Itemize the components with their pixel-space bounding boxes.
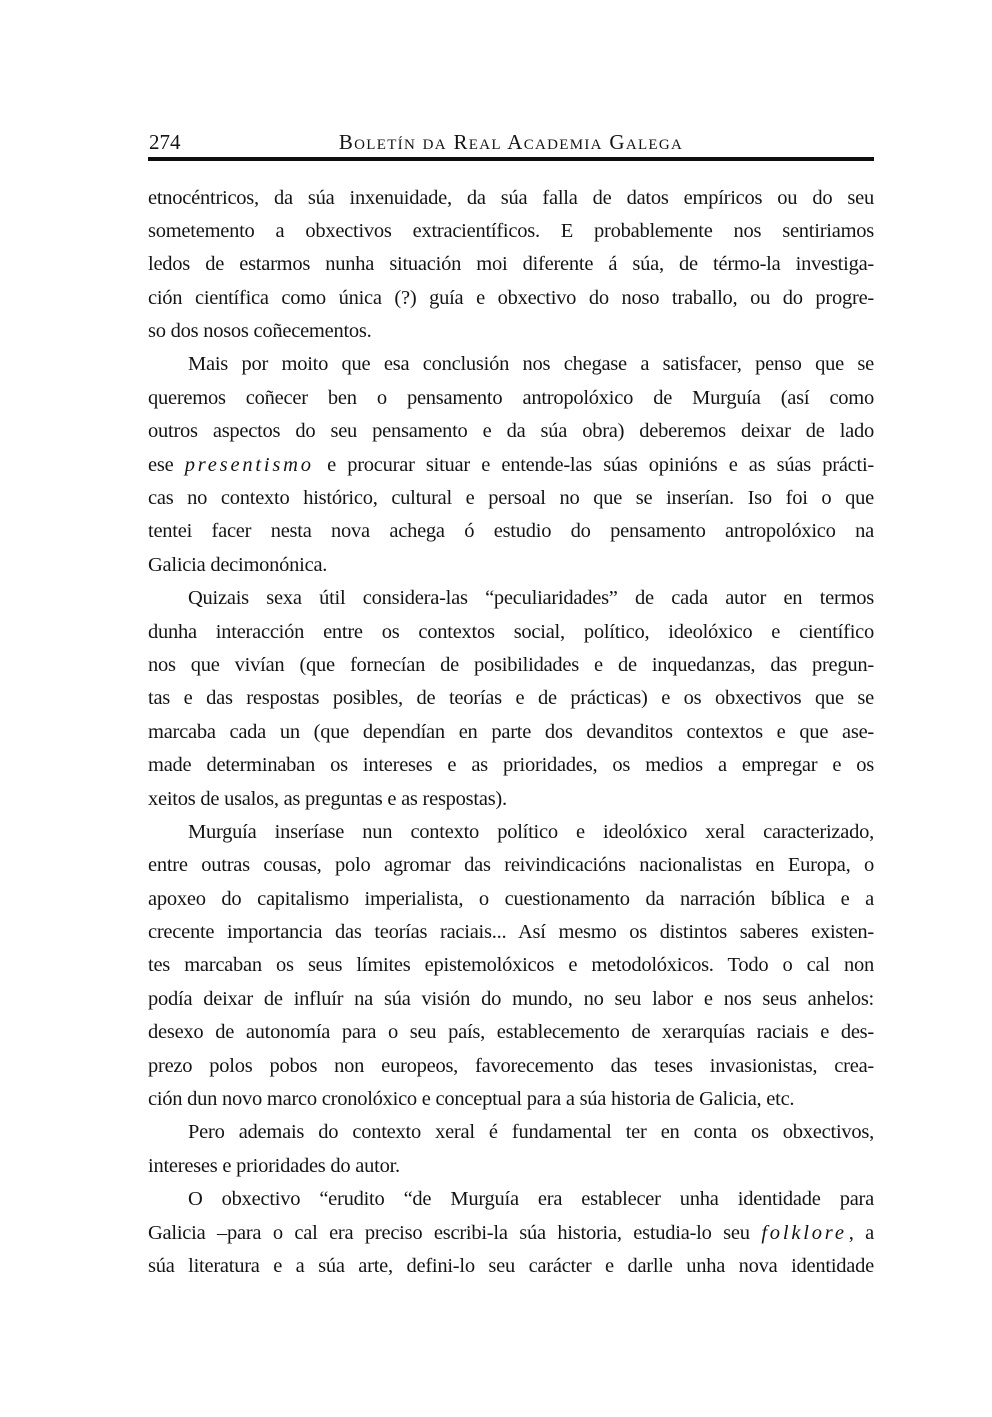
text-segment: podía deixar de influír na súa visión do mundo, no seu labor e nos seus anhelos: [148, 987, 874, 1010]
page-number: 274 [149, 130, 181, 154]
text-segment: súa literatura e a súa arte, defini-lo seu carácter e darlle unha nova identidade [148, 1255, 874, 1277]
text-line [148, 549, 874, 582]
text-line [148, 616, 874, 649]
text-segment: apoxeo do capitalismo imperialista, o cuestionamento da narración bíblica e a [148, 887, 874, 910]
text-segment: queremos coñecer ben o pensamento antropolóxico de Murguía (así como [148, 386, 874, 409]
text-line [148, 515, 874, 548]
text-line [148, 1250, 874, 1283]
text-line [148, 749, 874, 782]
text-line [148, 1083, 874, 1116]
text-segment: xeitos de usalos, as preguntas e as respostas). [148, 787, 507, 810]
text-line [148, 649, 874, 682]
text-line [148, 1150, 874, 1183]
text-segment: intereses e prioridades do autor. [148, 1154, 400, 1177]
text-segment: tes marcaban os seus límites epistemolóxicos e metodolóxicos. Todo o cal non [148, 954, 874, 977]
text-line [148, 983, 874, 1016]
text-segment: etnocéntricos, da súa inxenuidade, da súa falla de datos empíricos ou do seu [148, 186, 874, 209]
text-line [148, 348, 874, 381]
paragraph [148, 582, 874, 816]
text-line [148, 1016, 874, 1049]
text-segment: tentei facer nesta nova achega ó estudio do pensamento antropolóxico na [148, 520, 874, 543]
text-line [148, 716, 874, 749]
text-line [148, 783, 874, 816]
text-line [148, 949, 874, 982]
text-line [148, 382, 874, 415]
text-line [148, 415, 874, 448]
text-line [148, 849, 874, 882]
running-head-title: Boletín da Real Academia Galega [338, 130, 684, 154]
text-segment: , a [848, 1221, 874, 1244]
text-segment: Galicia –para o cal era preciso escribi-la súa historia, estudia-lo seu [148, 1221, 762, 1244]
page-header [148, 130, 874, 155]
text-line [148, 1050, 874, 1083]
paragraph [148, 816, 874, 1117]
text-segment: dunha interacción entre os contextos social, político, ideolóxico e científico [148, 620, 874, 643]
text-segment: so dos nosos coñecementos. [148, 320, 372, 343]
paragraph [148, 1183, 874, 1283]
paragraph [148, 348, 874, 582]
paragraph [148, 1116, 874, 1183]
text-segment: tas e das respostas posibles, de teorías e de prácticas) e os obxectivos que se [148, 687, 874, 710]
text-segment: Mais por moito que esa conclusión nos chegase a satisfacer, penso que se [188, 353, 874, 376]
text-segment: cas no contexto histórico, cultural e persoal no que se inserían. Iso foi o que [148, 487, 874, 510]
text-line [148, 682, 874, 715]
header-rule [148, 157, 874, 161]
text-segment: ción dun novo marco cronolóxico e conceptual para a súa historia de Galicia, etc. [148, 1088, 795, 1111]
article-body [148, 182, 874, 1284]
text-segment: sometemento a obxectivos extracientíficos. E probablemente nos sentiriamos [148, 219, 874, 242]
text-line [148, 449, 874, 482]
text-segment: e procurar situar e entende-las súas opinións e as súas prácti- [315, 453, 874, 476]
text-line [148, 582, 874, 615]
text-segment: nos que vivían (que fornecían de posibilidades e de inquedanzas, das pregun- [148, 653, 874, 676]
text-segment: crecente importancia das teorías raciais... Así mesmo os distintos saberes existen- [148, 921, 874, 944]
text-segment: Pero ademais do contexto xeral é fundamental ter en conta os obxectivos, [188, 1121, 874, 1144]
text-line [148, 916, 874, 949]
text-segment: desexo de autonomía para o seu país, establecemento de xerarquías raciais e des- [148, 1021, 874, 1044]
text-line [148, 182, 874, 215]
text-line [148, 315, 874, 348]
text-line [148, 215, 874, 248]
text-line [148, 282, 874, 315]
text-segment: O obxectivo “erudito “de Murguía era establecer unha identidade para [188, 1188, 874, 1211]
italic-term: folklore [761, 1221, 847, 1244]
text-line [148, 248, 874, 281]
text-line [148, 816, 874, 849]
text-line [148, 1217, 874, 1250]
text-segment: outros aspectos do seu pensamento e da súa obra) deberemos deixar de lado [148, 420, 874, 443]
text-segment: ción científica como única (?) guía e obxectivo do noso traballo, ou do progre- [148, 286, 874, 309]
text-line [148, 1183, 874, 1216]
text-segment: entre outras cousas, polo agromar das reivindicacións nacionalistas en Europa, o [148, 854, 874, 877]
text-segment: marcaba cada un (que dependían en parte dos devanditos contextos e que ase- [148, 720, 874, 743]
italic-term: presentismo [184, 453, 314, 476]
text-segment: prezo polos pobos non europeos, favorecemento das teses invasionistas, crea- [148, 1054, 874, 1077]
paragraph [148, 182, 874, 349]
text-line [148, 883, 874, 916]
text-line [148, 1116, 874, 1149]
text-segment: ese [148, 453, 185, 476]
text-segment: made determinaban os intereses e as prioridades, os medios a empregar e os [148, 754, 874, 777]
text-segment: Murguía inseríase nun contexto político e ideolóxico xeral caracterizado, [188, 820, 874, 843]
text-segment: Quizais sexa útil considera-las “peculiaridades” de cada autor en termos [188, 587, 874, 610]
text-line [148, 482, 874, 515]
text-segment: ledos de estarmos nunha situación moi diferente á súa, de térmo-la investiga- [148, 253, 874, 276]
page-content [148, 0, 874, 1283]
text-segment: Galicia decimonónica. [148, 553, 328, 576]
